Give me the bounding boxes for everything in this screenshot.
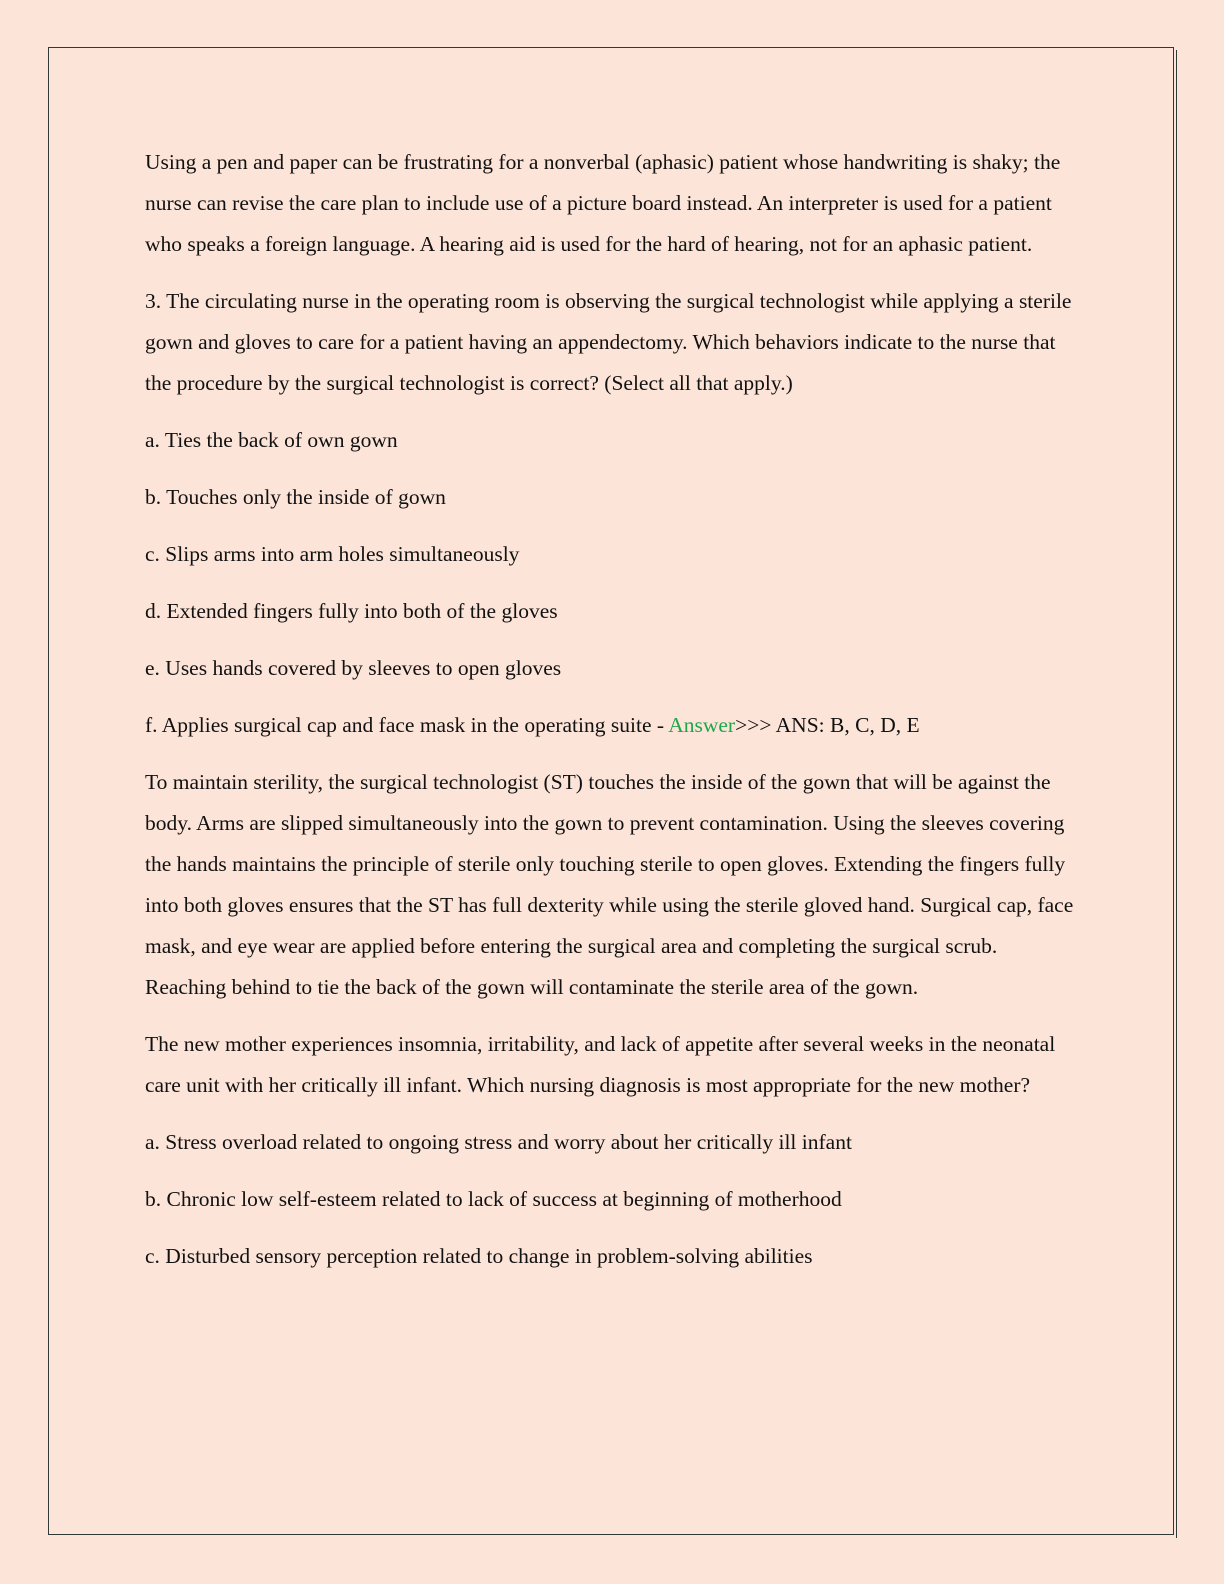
q3-option-d: d. Extended fingers fully into both of the gloves	[145, 599, 558, 623]
answer-value: >>> ANS: B, C, D, E	[735, 713, 920, 737]
q4-option-c: c. Disturbed sensory perception related to change in problem-solving abilities	[145, 1244, 813, 1268]
answer-label: Answer	[668, 713, 736, 737]
q3-option-a: a. Ties the back of own gown	[145, 428, 398, 452]
q4-option-b: b. Chronic low self-esteem related to lack of success at beginning of motherhood	[145, 1187, 842, 1211]
question-4-stem: The new mother experiences insomnia, irritability, and lack of appetite after several weeks in the neonatal care unit with her critically ill infant. Which nursing diagnosis is most appropriate for the new mother?	[145, 1032, 1056, 1097]
q3-option-b: b. Touches only the inside of gown	[145, 485, 446, 509]
q3-option-f-text: f. Applies surgical cap and face mask in the operating suite -	[145, 713, 669, 737]
question-3-stem: 3. The circulating nurse in the operating room is observing the surgical technologist while applying a sterile gown and gloves to care for a patient having an appendectomy. Which behaviors indicate to the nurse that the procedure by the surgical technologist is correct? (Select all that apply.)	[145, 289, 1072, 395]
q3-option-e: e. Uses hands covered by sleeves to open gloves	[145, 656, 562, 680]
q3-option-c: c. Slips arms into arm holes simultaneously	[145, 542, 520, 566]
rationale-paragraph-q3: To maintain sterility, the surgical technologist (ST) touches the inside of the gown that will be against the body. Arms are slipped simultaneously into the gown to prevent contamination. Using the sleeves covering the hands maintains the principle of sterile only touching sterile to open gloves. Extending the fingers fully into both gloves ensures that the ST has full dexterity while using the sterile gloved hand. Surgical cap, face mask, and eye wear are applied before entering the surgical area and completing the surgical scrub. Reaching behind to tie the back of the gown will contaminate the sterile area of the gown.	[145, 770, 1074, 999]
rationale-paragraph-q2: Using a pen and paper can be frustrating for a nonverbal (aphasic) patient whose handwriting is shaky; the nurse can revise the care plan to include use of a picture board instead. An interpreter is used for a patient who speaks a foreign language. A hearing aid is used for the hard of hearing, not for an aphasic patient.	[145, 150, 1061, 256]
document-body	[145, 142, 1080, 1293]
q3-option-f	[145, 705, 1080, 746]
q4-option-a: a. Stress overload related to ongoing stress and worry about her critically ill infant	[145, 1130, 852, 1154]
